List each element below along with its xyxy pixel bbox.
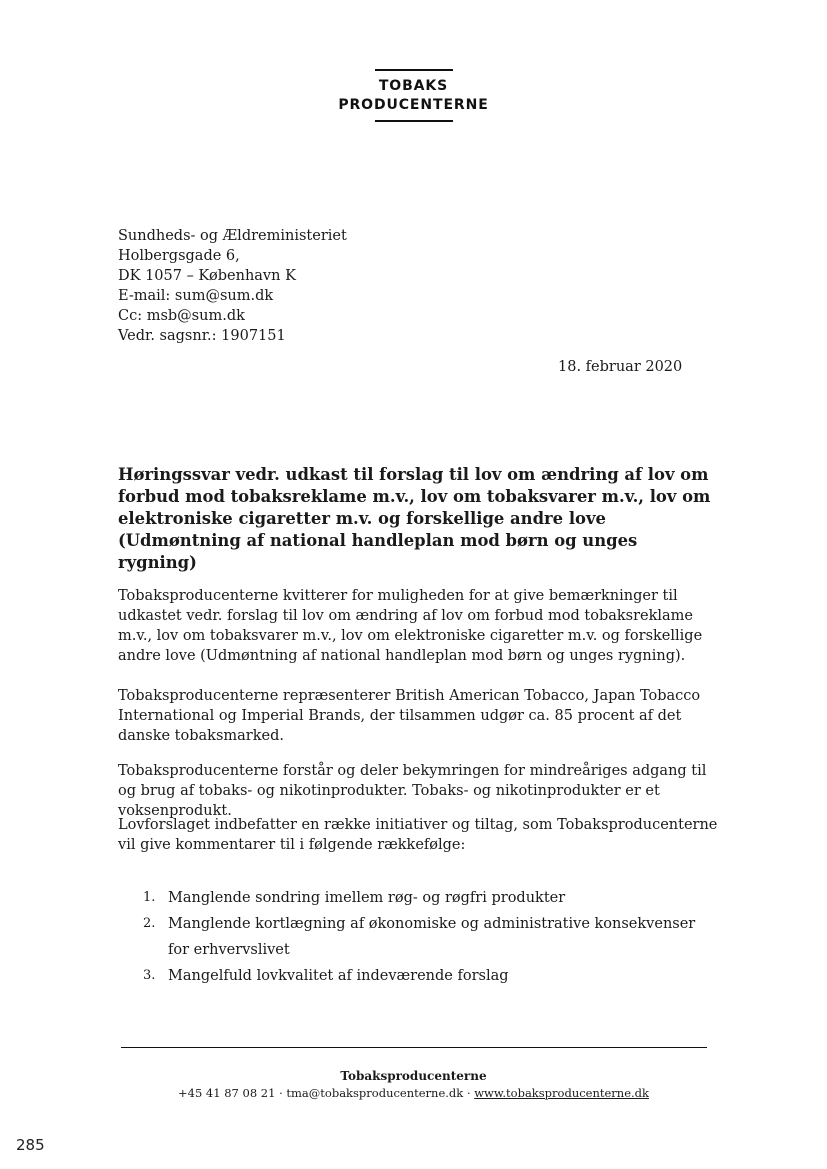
body-paragraph: Lovforslaget indbefatter en række initiativer og tiltag, som Tobaksproducenterne vil give kommentarer til i følgende rækkefølge: (118, 817, 718, 853)
address-line: Sundheds- og Ældreministeriet (118, 228, 347, 244)
list-text: Manglende sondring imellem røg- og røgfri produkter (168, 890, 566, 906)
address-line: Cc: msb@sum.dk (118, 308, 245, 324)
list-item (143, 911, 708, 963)
numbered-list (143, 885, 708, 989)
footer-email[interactable]: tma@tobaksproducenterne.dk (286, 1086, 464, 1100)
list-number: 2. (143, 916, 156, 931)
logo-line-1: TOBAKS (378, 78, 449, 94)
logo-top-rule (375, 69, 453, 71)
body-paragraph: Tobaksproducenterne repræsenterer British American Tobacco, Japan Tobacco International og Imperial Brands, der tilsammen udgør ca. 85 procent af det danske tobaksmarked. (118, 688, 701, 744)
list-number: 1. (143, 890, 156, 905)
address-line: Vedr. sagsnr.: 1907151 (118, 328, 286, 344)
body-paragraph: Tobaksproducenterne kvitterer for muligheden for at give bemærkninger til udkastet vedr. forslag til lov om ændring af lov om forbud mod tobaksreklame m.v., lov om tobaksvarer m.v., lov om elektroniske cigaretter m.v. og forskellige andre love (Udmøntning af national handleplan mod børn og unges rygning). (118, 588, 703, 664)
page-number: 285 (16, 1136, 45, 1154)
footer-separator: · (275, 1086, 287, 1100)
subject-heading: Høringssvar vedr. udkast til forslag til lov om ændring af lov om forbud mod tobaksreklame m.v., lov om tobaksvarer m.v., lov om elektroniske cigaretter m.v. og forskellige andre love (Udmøntning af national handleplan mod børn og unges rygning) (118, 465, 711, 572)
list-text: Mangelfuld lovkvalitet af indeværende forslag (168, 968, 509, 984)
list-item (143, 885, 708, 911)
footer-website-link[interactable]: www.tobaksproducenterne.dk (474, 1086, 649, 1100)
list-number: 3. (143, 968, 156, 983)
recipient-address (118, 226, 347, 346)
list-item (143, 963, 708, 989)
footer-contact (0, 1086, 827, 1100)
address-line: DK 1057 – København K (118, 268, 296, 284)
footer-organization: Tobaksproducenterne (340, 1069, 487, 1083)
address-line: Holbergsgade 6, (118, 248, 240, 264)
letter-date: 18. februar 2020 (558, 359, 683, 375)
footer-phone: +45 41 87 08 21 (178, 1086, 276, 1100)
logo-bottom-rule (375, 120, 453, 122)
footer-separator: · (463, 1086, 475, 1100)
logo-line-2: PRODUCENTERNE (338, 97, 489, 113)
list-text: Manglende kortlægning af økonomiske og administrative konsekvenser for erhvervslivet (168, 916, 696, 958)
address-line: E-mail: sum@sum.dk (118, 288, 274, 304)
footer-divider (121, 1047, 707, 1048)
body-paragraph: Tobaksproducenterne forstår og deler bekymringen for mindreåriges adgang til og brug af tobaks- og nikotinprodukter. Tobaks- og nikotinprodukter er et voksenprodukt. (118, 763, 707, 819)
logo (0, 69, 827, 122)
